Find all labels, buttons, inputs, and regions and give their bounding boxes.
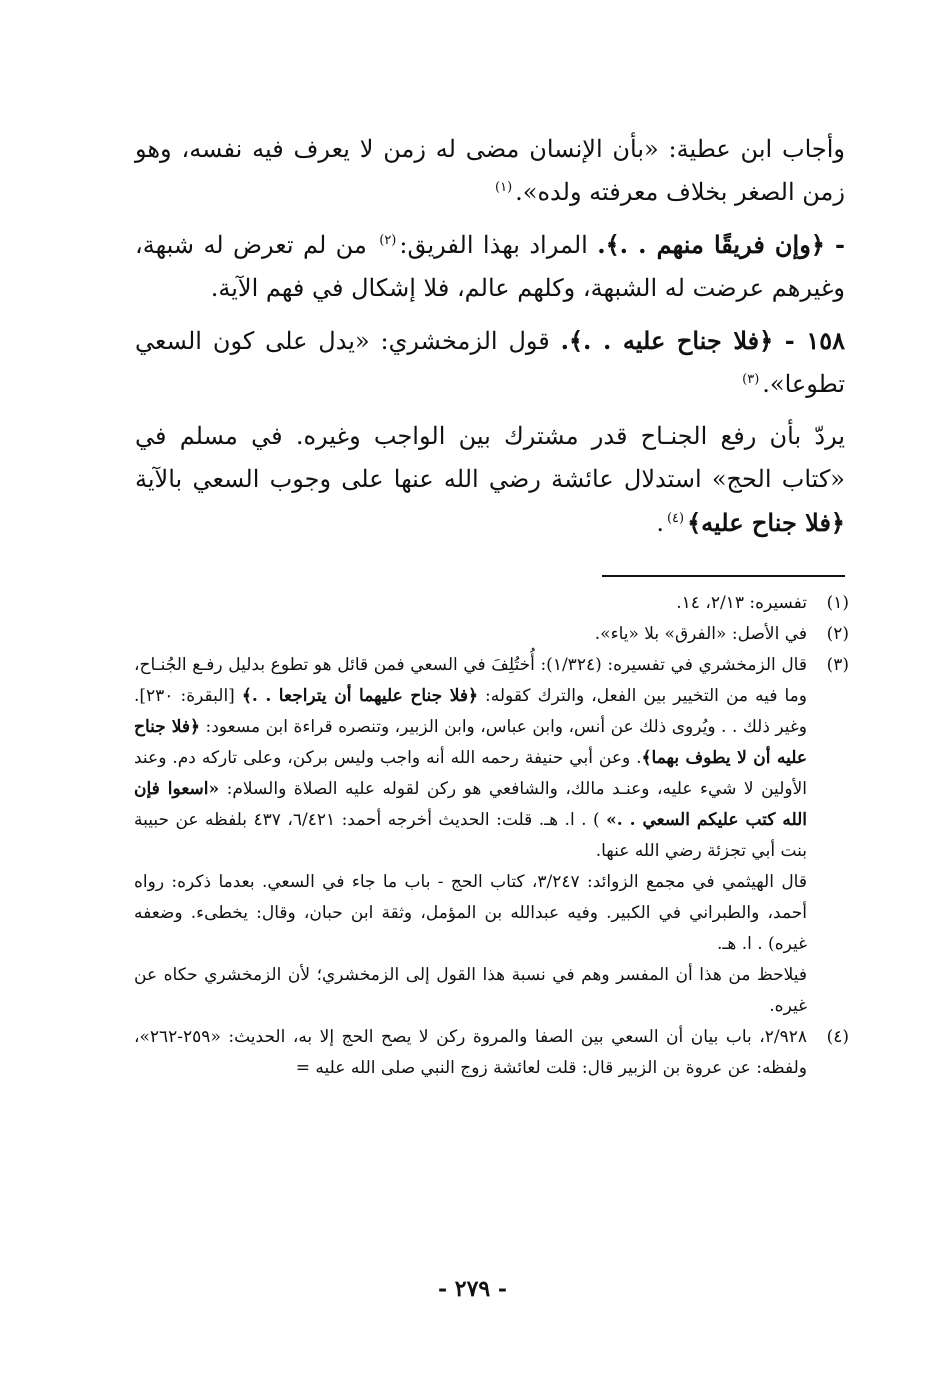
quran-quote: ﴿فلا جناح عليه أن لا يطوف بهما﴾ xyxy=(134,717,807,768)
paragraph-fariq xyxy=(135,223,845,310)
quran-quote: - ﴿وإن فريقًا منهم . .﴾. xyxy=(597,230,845,259)
footnote-1 xyxy=(134,588,849,619)
quran-quote: ﴿فلا جناح عليهما أن يتراجعا . .﴾ xyxy=(241,686,478,706)
paragraph-text: وأجاب ابن عطية: «بأن الإنسان مضى له زمن لا يعرف فيه نفسه، وهو زمن الصغر بخلاف معرفته ولده». xyxy=(135,135,845,206)
footnote-number: (١) xyxy=(826,593,849,613)
footnote-ref-3[interactable]: (٣) xyxy=(742,372,760,387)
paragraph-text: من لم تعرض له شبهة، وغيرهم عرضت له الشبهة، وكلهم عالم، فلا إشكال في فهم الآية. xyxy=(135,231,845,302)
footnotes xyxy=(134,588,849,1084)
paragraph-ibn-atiyya xyxy=(135,128,845,214)
paragraph-text: . xyxy=(656,509,664,537)
verse-heading: ١٥٨ - ﴿فلا جناح عليه . .﴾. xyxy=(560,326,845,355)
page-number: - ٢٧٩ - xyxy=(437,1276,508,1302)
footnote-fragment: . وعن أبي حنيفة رحمه الله أنه واجب وليس بركن، وعلى تاركه دم. وعند الأولين لا شيء عليه، وعنـد مالك، والشافعي هو ركن لقوله عليه الصلاة والسلام: xyxy=(134,748,807,799)
footnote-2 xyxy=(134,619,849,650)
footnote-text: ٢/٩٢٨، باب بيان أن السعي بين الصفا والمروة ركن لا يصح الحج إلا به، الحديث: «٢٥٩-٢٦٢»، ولفظه: عن عروة بن الزبير قال: قلت لعائشة زوج النبي صلى الله عليه = xyxy=(134,1027,807,1078)
paragraph-text: المراد بهذا الفريق: xyxy=(399,231,588,259)
footnote-number: (٤) xyxy=(826,1027,849,1047)
footnote-ref-2[interactable]: (٢) xyxy=(379,233,397,248)
footnote-number: (٢) xyxy=(826,624,849,644)
footnote-paragraph xyxy=(134,650,807,867)
footnote-text xyxy=(134,650,807,1022)
footnote-number: (٣) xyxy=(826,655,849,675)
paragraph-158 xyxy=(135,319,845,406)
footnote-4 xyxy=(134,1022,849,1084)
footnote-ref-4[interactable]: (٤) xyxy=(666,511,685,526)
footnote-text: في الأصل: «الفرق» بلا «ياء». xyxy=(594,624,807,644)
paragraph-text: يردّ بأن رفع الجنـاح قدر مشترك بين الواجب وغيره. في مسلم في «كتاب الحج» استدلال عائشة رضي الله عنها على وجوب السعي بالآية xyxy=(135,422,845,493)
footnote-paragraph: فيلاحظ من هذا أن المفسر وهم في نسبة هذا القول إلى الزمخشري؛ لأن الزمخشري حكاه عن غيره. xyxy=(134,965,807,1016)
footnote-separator xyxy=(602,575,845,577)
footnote-fragment: [البقرة: ٢٣٠]. وغير ذلك . . ويُروى ذلك عن أنس، وابن عباس، وابن الزبير، وتنصره قراءة ابن مسعود: xyxy=(134,686,807,737)
paragraph-text: قول الزمخشري: «يدل على كون السعي تطوعا». xyxy=(135,327,845,398)
hadith-quote: «اسعوا فإن الله كتب عليكم السعي . .» xyxy=(134,779,808,830)
footnote-paragraph: قال الهيثمي في مجمع الزوائد: ٣/٢٤٧، كتاب الحج - باب ما جاء في السعي. بعدما ذكره: رواه أحمد، والطبراني في الكبير. وفيه عبدالله بن المؤمل، وثقة ابن حبان، وقال: يخطىء. وضعفه غيره) . ا. هـ. xyxy=(134,872,807,954)
paragraph-refutation xyxy=(135,415,845,545)
footnote-text: تفسيره: ٢/١٣، ١٤. xyxy=(676,593,807,613)
main-text xyxy=(135,128,845,545)
footnote-fragment: قال الزمخشري في تفسيره: (١/٣٢٤): أُختُلِفَ في السعي فمن قائل هو تطوع بدليل رفـع الجُنـاح، وما فيه من التخيير بين الفعل، والترك كقوله: xyxy=(134,655,807,706)
footnote-ref-1[interactable]: (١) xyxy=(495,180,513,195)
footnote-3 xyxy=(134,650,849,1022)
quran-quote: ﴿فلا جناح عليه﴾ xyxy=(687,508,845,537)
footnote-fragment: ) . ا. هـ. قلت: الحديث أخرجه أحمد: ٦/٤٢١، ٤٣٧ بلفظه عن حبيبة بنت أبي تجزئة رضي الله عنها. xyxy=(134,810,807,861)
